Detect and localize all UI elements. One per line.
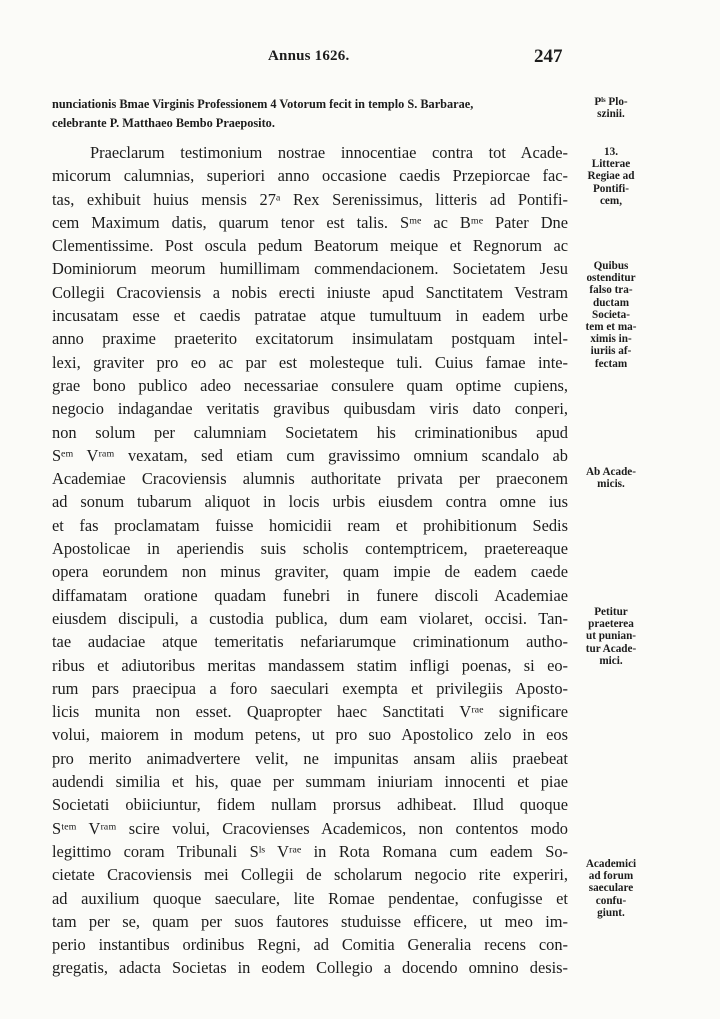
margin-note-line: Academici	[585, 858, 637, 870]
margin-note-line: mici.	[599, 654, 623, 667]
body-line: eiusdem discipuli, a custodia publica, dum eam violaret, occisi. Tan-	[52, 608, 568, 628]
margin-note-line: ut punian-	[585, 630, 637, 643]
margin-note-line: ximis in-	[590, 333, 632, 346]
intro-line: celebrante P. Matthaeo Bembo Praeposito.	[52, 115, 275, 130]
margin-note-line: falso tra-	[589, 284, 633, 297]
body-line: incusatam esse et caedis patratae atque tumultuum in eadem urbe	[52, 306, 568, 326]
body-line: negocio indagandae veritatis gravibus quibusdam viris dato conperi,	[52, 399, 568, 419]
margin-note-petitur-praeterea	[568, 606, 654, 667]
body-line: non solum per calumniam Societatem his criminationibus apud	[52, 422, 568, 442]
body-line: pro merito animadvertere velit, ne impunitas ansam aliis praebeat	[52, 748, 568, 768]
margin-note-line: tem et ma-	[585, 321, 637, 334]
body-line: Dominiorum meorum humillimam commendacionem. Societatem Jesu	[52, 259, 568, 279]
body-line: diffamatam oratione quadam funebri in funere discoli Academiae	[52, 585, 568, 605]
margin-note-line: ad forum	[588, 870, 634, 883]
body-line: lexi, graviter pro eo ac par est molesteque tuli. Cuius famae inte-	[52, 352, 568, 372]
margin-note-line: ostenditur	[586, 272, 636, 285]
page-number: 247	[534, 46, 563, 67]
body-line: Praeclarum testimonium nostrae innocentiae contra tot Acade-	[90, 143, 568, 162]
body-line: perio instantibus ordinibus Regni, ad Comitia Generalia recens con-	[52, 935, 568, 955]
body-line: Societati obiiciuntur, fidem nullam prorsus adhibeat. Illud quoque	[52, 795, 568, 815]
margin-note-line: szinii.	[597, 108, 625, 121]
body-line: audendi similia et his, quae per summam iniuriam innocenti et piae	[52, 772, 568, 792]
margin-note-quibus-ostenditur	[568, 260, 654, 370]
margin-note-line: Ab Acade-	[585, 466, 637, 478]
body-line: cem Maximum datis, quarum tenor est talis. Sᵐᵉ ac Bᵐᵉ Pater Dne	[52, 212, 568, 232]
margin-note-line: Pˡˢ Plo-	[594, 96, 628, 108]
body-line: opera eorundem non minus graviter, quam impie de eadem caede	[52, 562, 568, 582]
body-line: Sᵗᵉᵐ Vʳᵃᵐ scire volui, Cracovienses Academicos, non contentos modo	[52, 818, 568, 838]
margin-note-line: fectam	[594, 357, 628, 370]
body-line: tam per se, quam per suos fautores studuisse efficere, ut meo im-	[52, 911, 568, 931]
margin-note-line: giunt.	[597, 906, 625, 919]
margin-note-line: Petitur	[594, 606, 628, 618]
body-line: volui, maiorem in modum petens, ut pro suo Apostolico zelo in eos	[52, 725, 568, 745]
margin-note-line: 13.	[604, 146, 618, 158]
body-line: et fas proclamatam fuisse homicidii ream et prohibitionum Sedis	[52, 515, 568, 535]
body-line: Collegii Cracoviensis a nobis erecti iniuste apud Sanctitatem Vestram	[52, 282, 568, 302]
margin-note-ab-academicis	[568, 466, 654, 490]
body-line: micorum calumnias, superiori anno occasione caedis Przepiorcae fac-	[52, 166, 568, 186]
margin-note-academici-confugiunt	[568, 858, 654, 919]
margin-note-line: Pontifi-	[592, 182, 630, 195]
body-line: legittimo coram Tribunali Sˡˢ Vʳᵃᵉ in Rota Romana cum eadem So-	[52, 841, 568, 861]
margin-note-line: ductam	[592, 296, 630, 309]
margin-note-line: cem,	[599, 194, 623, 207]
body-line: Sᵉᵐ Vʳᵃᵐ vexatam, sed etiam cum gravissimo omnium scandalo ab	[52, 445, 568, 465]
body-line: rum pars praecipua a foro saeculari exempta et privilegiis Aposto-	[52, 678, 568, 698]
body-line: Clementissime. Post oscula pedum Beatorum meique et Regnorum ac	[52, 236, 568, 256]
body-line: licis munita non esset. Quapropter haec Sanctitati Vʳᵃᵉ significare	[52, 702, 568, 722]
margin-note-line: confu-	[595, 894, 627, 907]
margin-note-line: tur Acade-	[585, 642, 637, 655]
body-line: grae bono publico adeo necessariae consulere quam optime cupiens,	[52, 375, 568, 395]
body-line: Academiae Cracoviensis alumnis authoritate privata per praeconem	[52, 469, 568, 489]
intro-paragraph	[52, 95, 567, 132]
margin-note-line: micis.	[597, 478, 625, 491]
margin-note-ploszinii	[568, 96, 654, 120]
body-line: ad sonum tubarum aliquot in locis urbis eiusdem contra omne ius	[52, 492, 568, 512]
body-line: Apostolicae in aperiendis suis scholis contemptricem, praetereaque	[52, 539, 568, 559]
margin-note-line: iuriis af-	[590, 345, 632, 358]
body-line: gregatis, adacta Societas in eodem Collegio a docendo omnino desis-	[52, 958, 568, 978]
body-line: cietate Cracoviensis mei Collegii de scholarum negocio rite experiri,	[52, 865, 568, 885]
margin-note-line: Societa-	[592, 308, 630, 321]
body-line: tae audaciae atque temeritatis nefariarumque criminationum autho-	[52, 632, 568, 652]
body-line: anno praxime praeterito excitatorum insimulatam postquam intel-	[52, 329, 568, 349]
intro-line: nunciationis Bmae Virginis Professionem 4 Votorum fecit in templo S. Barbarae,	[52, 97, 474, 111]
margin-note-line: Quibus	[593, 260, 629, 272]
margin-note-litterae-regiae	[568, 146, 654, 207]
body-line: tas, exhibuit huius mensis 27ᵃ Rex Serenissimus, litteris ad Pontifi-	[52, 189, 568, 209]
body-line: ribus et adiutoribus meritas mandassem statim infligi poenas, si eo-	[52, 655, 568, 675]
header-title: Annus 1626.	[268, 48, 350, 64]
body-line: ad auxilium quoque saeculare, lite Romae pendentae, confugisse et	[52, 888, 568, 908]
main-body-text	[52, 141, 568, 980]
margin-note-line: praeterea	[588, 618, 634, 631]
margin-note-line: Regiae ad	[587, 170, 635, 183]
margin-note-line: Litterae	[591, 158, 631, 171]
margin-note-line: saeculare	[588, 882, 634, 895]
